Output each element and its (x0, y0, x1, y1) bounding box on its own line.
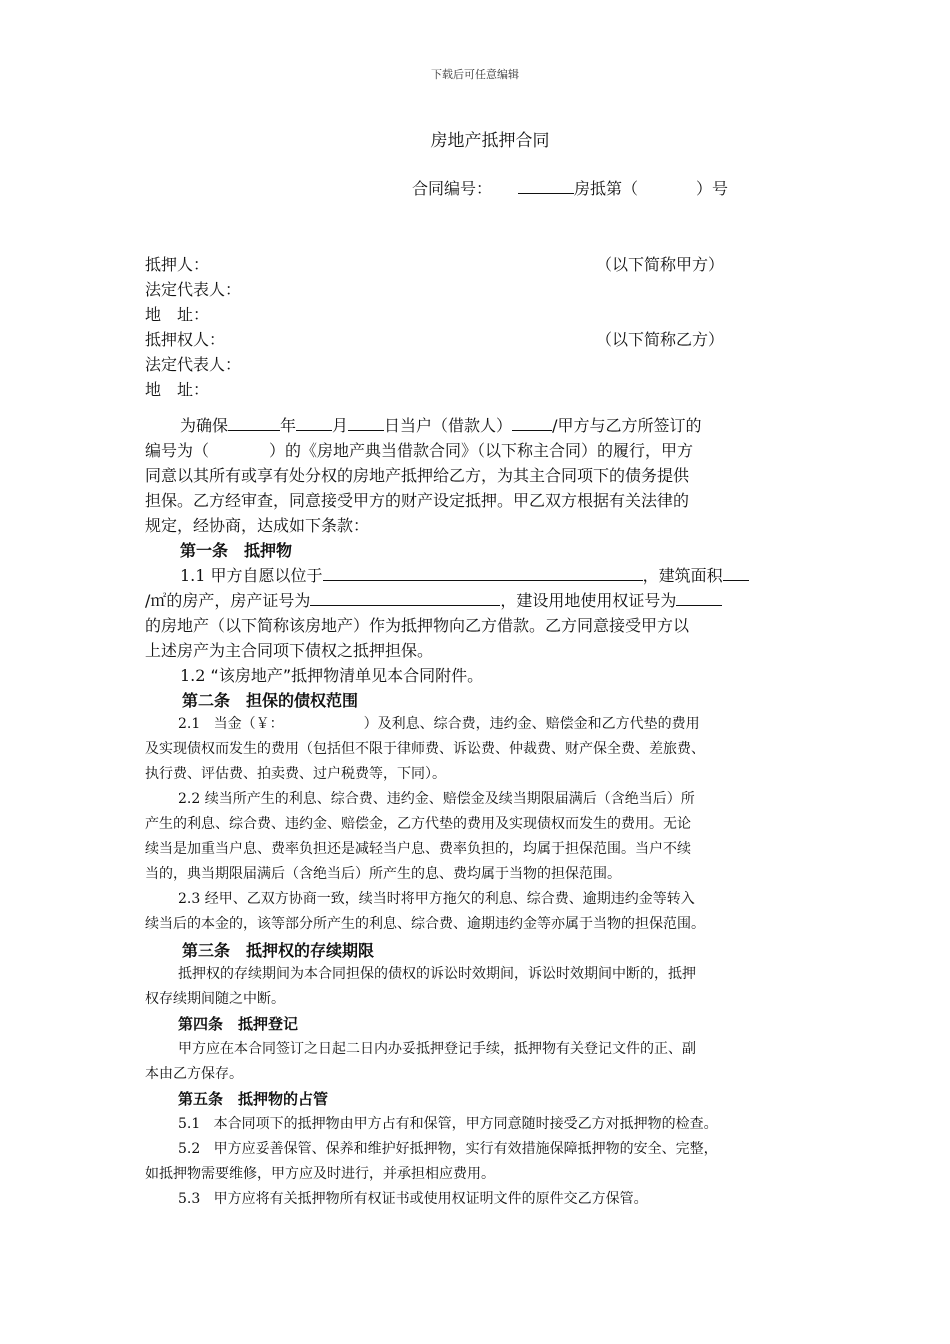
contract-number-label: 合同编号： (412, 179, 493, 198)
intro-text: /甲方与乙方所签订的 (552, 416, 702, 435)
clause-2-1-line-2: 及实现债权而发生的费用（包括但不限于律师费、诉讼费、仲裁费、财产保全费、差旅费、 (145, 741, 705, 757)
clause-5-1 (178, 1113, 718, 1133)
clause-1-2 (180, 663, 483, 686)
clause-2-3-line-1 (178, 888, 695, 908)
legal-rep-label-1: 法定代表人： (145, 280, 242, 299)
intro-text: 为确保 (180, 416, 229, 435)
clause-text: 甲方自愿以位于 (210, 566, 323, 585)
clause-text: “该房地产”抵押物清单见本合同附件。 (210, 666, 484, 685)
article-2-heading: 第二条 担保的债权范围 (182, 691, 359, 710)
clause-text: ）及利息、综合费，违约金、赔偿金和乙方代垫的费用 (363, 716, 700, 732)
intro-line-3: 同意以其所有或享有处分权的房地产抵押给乙方，为其主合同项下的债务提供 (145, 466, 690, 485)
year-blank[interactable] (228, 413, 280, 431)
clause-2-3-line-2: 续当后的本金的，该等部分所产生的利息、综合费、逾期违约金等亦属于当物的担保范围。 (145, 916, 705, 932)
intro-text: 月 (332, 416, 349, 435)
intro-text: 年 (280, 416, 297, 435)
building-area-blank[interactable] (723, 563, 749, 581)
article-3-line-2: 权存续期间随之中断。 (145, 991, 285, 1007)
clause-text: 甲方应将有关抵押物所有权证书或使用权证明文件的原件交乙方保管。 (213, 1191, 648, 1207)
borrower-blank[interactable] (512, 413, 552, 431)
clause-2-2-line-3: 续当是加重当户息、费率负担还是减轻当户息、费率负担的，均属于担保范围。当户不续 (145, 841, 691, 857)
contract-number-suffix: ）号 (696, 179, 729, 198)
clause-text: 当金（￥： (213, 716, 284, 732)
clause-text: /㎡的房产，房产证号为 (145, 591, 311, 610)
clause-text: 本合同项下的抵押物由甲方占有和保管，甲方同意随时接受乙方对抵押物的检查。 (213, 1116, 718, 1132)
clause-5-3 (178, 1188, 648, 1208)
clause-5-2-line-2: 如抵押物需要维修，甲方应及时进行，并承担相应费用。 (145, 1166, 495, 1182)
clause-text: ，建筑面积 (642, 566, 723, 585)
clause-1-1-line-1 (180, 563, 749, 586)
address-label-1: 地 址： (145, 305, 210, 324)
article-4-heading: 第四条 抵押登记 (178, 1015, 299, 1033)
clause-number: 2.2 (178, 791, 201, 807)
month-blank[interactable] (296, 413, 332, 431)
legal-rep-label-2: 法定代表人： (145, 355, 242, 374)
article-4-line-1: 甲方应在本合同签订之日起二日内办妥抵押登记手续，抵押物有关登记文件的正、副 (178, 1041, 696, 1057)
intro-text: ）的《房地产典当借款合同》（以下称主合同）的履行，甲方 (269, 441, 694, 460)
intro-text: 编号为（ (145, 441, 210, 460)
clause-number: 5.2 (178, 1141, 201, 1157)
clause-1-1-line-3: 的房地产（以下简称该房地产）作为抵押物向乙方借款。乙方同意接受甲方以 (145, 616, 690, 635)
clause-2-1-line-3: 执行费、评估费、拍卖费、过户税费等，下同）。 (145, 766, 446, 782)
clause-text: 甲方应妥善保管、保养和维护好抵押物，实行有效措施保障抵押物的安全、完整， (213, 1141, 718, 1157)
article-5-heading: 第五条 抵押物的占管 (178, 1090, 329, 1108)
clause-number: 1.1 (180, 566, 206, 585)
clause-2-1-line-1 (178, 713, 700, 733)
page-header: 下载后可任意编辑 (431, 68, 519, 81)
document-title: 房地产抵押合同 (430, 131, 550, 151)
article-3-heading: 第三条 抵押权的存续期限 (182, 941, 375, 960)
clause-2-2-line-1 (178, 788, 695, 808)
clause-5-2-line-1 (178, 1138, 718, 1158)
article-1-heading: 第一条 抵押物 (180, 541, 293, 560)
clause-text: 经甲、乙双方协商一致，续当时将甲方拖欠的利息、综合费、逾期违约金等转入 (204, 891, 695, 907)
clause-number: 5.1 (178, 1116, 201, 1132)
property-cert-blank[interactable] (310, 588, 500, 606)
day-blank[interactable] (348, 413, 384, 431)
clause-2-2-line-4: 当的，典当期限届满后（含绝当后）所产生的息、费均属于当物的担保范围。 (145, 866, 621, 882)
contract-year-blank[interactable] (518, 176, 574, 194)
article-3-line-1: 抵押权的存续期间为本合同担保的债权的诉讼时效期间，诉讼时效期间中断的，抵押 (178, 966, 696, 982)
contract-number-middle: 房抵第（ (574, 179, 639, 198)
contract-number (412, 176, 728, 199)
clause-number: 1.2 (180, 666, 206, 685)
intro-line-4: 担保。乙方经审查，同意接受甲方的财产设定抵押。甲乙双方根据有关法律的 (145, 491, 690, 510)
clause-number: 2.1 (178, 716, 201, 732)
clause-text: 续当所产生的利息、综合费、违约金、赔偿金及续当期限届满后（含绝当后）所 (204, 791, 695, 807)
clause-1-1-line-2 (145, 588, 722, 611)
address-label-2: 地 址： (145, 380, 210, 399)
clause-text: ，建设用地使用权证号为 (500, 591, 677, 610)
intro-text: 日当户（借款人） (384, 416, 513, 435)
mortgagor-label: 抵押人： (145, 255, 210, 274)
intro-line-5: 规定，经协商，达成如下条款： (145, 516, 370, 535)
clause-number: 5.3 (178, 1191, 201, 1207)
clause-1-1-line-4: 上述房产为主合同项下债权之抵押担保。 (145, 641, 434, 660)
intro-line-1 (180, 413, 701, 436)
clause-number: 2.3 (178, 891, 201, 907)
intro-line-2 (145, 438, 693, 461)
clause-2-2-line-2: 产生的利息、综合费、违约金、赔偿金，乙方代垫的费用及实现债权而发生的费用。无论 (145, 816, 691, 832)
land-cert-blank[interactable] (676, 588, 722, 606)
mortgagor-note: （以下简称甲方） (596, 255, 725, 274)
mortgagee-label: 抵押权人： (145, 330, 226, 349)
mortgagee-note: （以下简称乙方） (596, 330, 725, 349)
article-4-line-2: 本由乙方保存。 (145, 1066, 243, 1082)
property-location-blank[interactable] (323, 563, 643, 581)
